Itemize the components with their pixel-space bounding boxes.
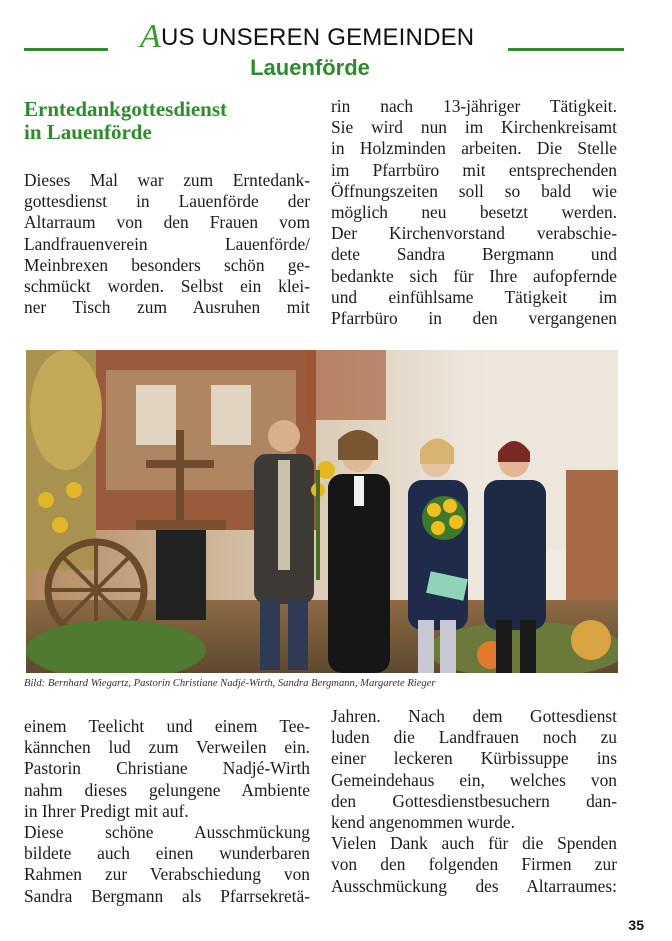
text-line: Der Kirchenvorstand verabschie- [331, 223, 617, 244]
text-line: in Holzminden arbeiten. Die Stelle [331, 138, 617, 159]
text-line: luden die Landfrauen noch zu [331, 727, 617, 748]
text-line: gottesdienst in Lauenförde der [24, 191, 310, 212]
text-line: rin nach 13-jähriger Tätigkeit. [331, 96, 617, 116]
text-line: kännchen lud zum Verweilen ein. [24, 737, 310, 758]
text-line: Diese schöne Ausschmückung [24, 822, 310, 843]
text-line: Öffnungszeiten soll so bald wie [331, 180, 617, 201]
text-column-bottom-right [331, 706, 617, 897]
text-line: Jahren. Nach dem Gottesdienst [331, 706, 617, 726]
article-heading-line-2: in Lauenförde [24, 120, 152, 144]
text-line: bildete auch einen wunderbaren [24, 843, 310, 864]
text-line: Sandra Bergmann als Pfarrsekretä- [24, 885, 310, 906]
section-subtitle: Lauenförde [250, 55, 370, 80]
text-line: nahm dieses gelungene Ambiente [24, 779, 310, 800]
text-line: schmückt worden. Selbst ein klei- [24, 276, 310, 297]
header-rule-left [24, 48, 108, 51]
text-line: Dieses Mal war zum Erntedank- [24, 170, 310, 190]
text-line: im Pfarrbüro mit entsprechenden [331, 159, 617, 180]
text-line: einem Teelicht und einem Tee- [24, 716, 310, 736]
article-heading-line-1: Erntedankgottesdienst [24, 97, 228, 121]
photo-illustration [26, 350, 618, 673]
text-line: von den folgenden Firmen zur [331, 854, 617, 875]
text-line: einer leckeren Kürbissuppe ins [331, 748, 617, 769]
section-title [140, 18, 500, 56]
text-line: den Gottesdienstbesuchern dan- [331, 790, 617, 811]
text-line: Altarraum von den Frauen vom [24, 212, 310, 233]
text-line: Gemeindehaus ein, welches von [331, 769, 617, 790]
section-title-rest: US UNSEREN GEMEINDEN [160, 24, 475, 51]
text-column-bottom-left [24, 716, 310, 907]
text-line: möglich neu besetzt werden. [331, 202, 617, 223]
text-line: Vielen Dank auch für die Spenden [331, 833, 617, 854]
text-line: und einfühlsame Tätigkeit im [331, 286, 617, 307]
article-heading [24, 98, 314, 144]
header-rule-right [508, 48, 624, 51]
text-line: kend angenommen wurde. [331, 812, 515, 833]
photo-caption: Bild: Bernhard Wiegartz, Pastorin Christiane Nadjé-Wirth, Sandra Bergmann, Margarete Rieger [24, 678, 436, 689]
text-line: ner Tisch zum Ausruhen mit [24, 297, 310, 318]
text-line: Pfarrbüro in den vergangenen [331, 308, 617, 329]
text-line: Rahmen zur Verabschiedung von [24, 864, 310, 885]
text-line: Ausschmückung des Altarraumes: [331, 875, 617, 896]
text-column-top-left [24, 170, 310, 318]
text-column-top-right [331, 96, 617, 329]
photo-group-portrait [26, 350, 618, 673]
text-line: Pastorin Christiane Nadjé-Wirth [24, 758, 310, 779]
text-line: Meinbrexen besonders schön ge- [24, 254, 310, 275]
text-line: in Ihrer Predigt mit auf. [24, 800, 189, 821]
text-line: Sie wird nun im Kirchenkreisamt [331, 117, 617, 138]
text-line: bedankte sich für Ihre aufopfernde [331, 265, 617, 286]
section-title-initial: A [140, 18, 161, 55]
page-number: 35 [628, 917, 644, 933]
text-line: dete Sandra Bergmann und [331, 244, 617, 265]
text-line: Landfrauenverein Lauenförde/ [24, 233, 310, 254]
